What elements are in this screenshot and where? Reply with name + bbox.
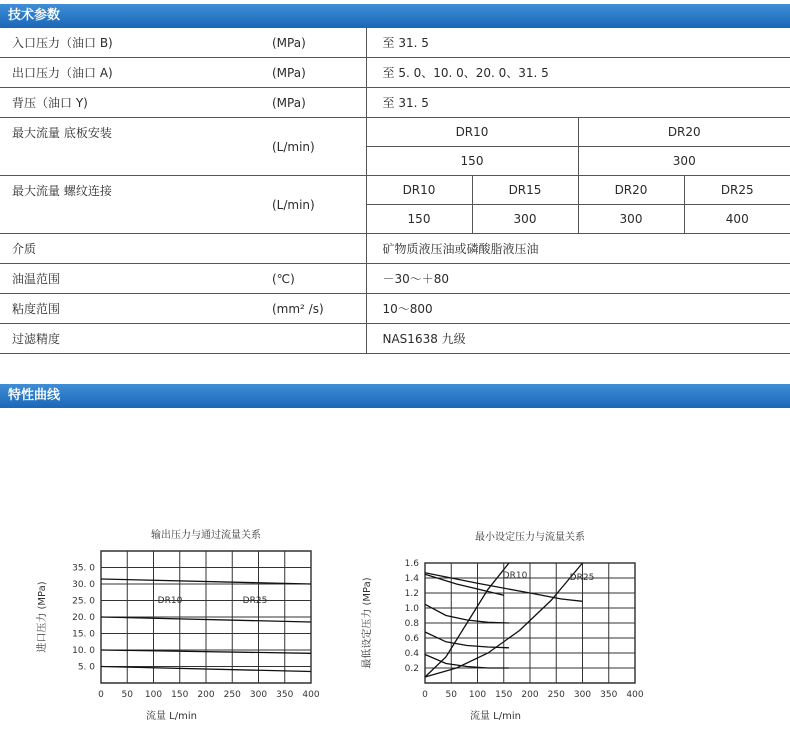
- y-tick-label: 1.6: [404, 559, 419, 569]
- spec-row-back: [0, 88, 790, 118]
- spec-unit: (MPa): [272, 58, 366, 88]
- y-tick-label: 0.2: [404, 664, 419, 674]
- spec-value: NAS1638 九级: [366, 324, 790, 354]
- spec-value: 至 31. 5: [366, 88, 790, 118]
- spec-name: 介质: [0, 234, 272, 264]
- size-label: DR20: [578, 118, 790, 147]
- series-line: [101, 650, 311, 653]
- x-tick-label: 250: [223, 690, 241, 700]
- spec-row-flow-plate: [0, 118, 790, 147]
- flow-value: 150: [366, 205, 472, 234]
- size-label: DR25: [684, 176, 790, 205]
- y-axis-label: 进口压力 (MPa): [37, 581, 48, 653]
- x-tick-label: 50: [121, 690, 133, 700]
- spec-unit: (L/min): [272, 118, 366, 176]
- series-line: [425, 563, 583, 677]
- spec-row-oil-temp: [0, 264, 790, 294]
- x-tick-label: 250: [547, 690, 565, 700]
- series-annotation: DR10: [157, 596, 183, 606]
- specs-section-header: 技术参数: [0, 4, 790, 28]
- series-line: [101, 617, 311, 622]
- x-axis-label: 流量 L/min: [146, 711, 197, 722]
- x-tick-label: 0: [98, 690, 104, 700]
- spec-name: 背压（油口 Y): [0, 88, 272, 118]
- y-axis-label: 最低设定压力 (MPa): [362, 577, 373, 669]
- spec-name: 过滤精度: [0, 324, 272, 354]
- curves-section-header: 特性曲线: [0, 384, 790, 408]
- size-label: DR15: [472, 176, 578, 205]
- x-axis-label: 流量 L/min: [470, 711, 521, 722]
- spec-unit: (MPa): [272, 88, 366, 118]
- x-tick-label: 100: [144, 690, 163, 700]
- y-tick-label: 1.2: [404, 589, 419, 599]
- x-tick-label: 150: [495, 690, 513, 700]
- series-line: [425, 604, 509, 623]
- y-tick-label: 35. 0: [72, 563, 95, 574]
- series-annotation: DR25: [569, 573, 595, 583]
- spec-unit: (L/min): [272, 176, 366, 234]
- spec-unit: [272, 324, 366, 354]
- spec-row-medium: [0, 234, 790, 264]
- x-tick-label: 0: [422, 690, 428, 700]
- spec-row-flow-thread: [0, 176, 790, 205]
- chart-title: 最小设定压力与流量关系: [475, 532, 585, 543]
- spec-name: 最大流量 底板安装: [0, 118, 272, 176]
- x-tick-label: 300: [573, 690, 592, 700]
- series-annotation: DR10: [502, 571, 528, 581]
- series-line: [425, 574, 504, 595]
- y-tick-label: 10. 0: [72, 646, 95, 656]
- y-tick-label: 15. 0: [72, 629, 95, 640]
- series-line: [101, 579, 311, 584]
- spec-unit: (℃): [272, 264, 366, 294]
- flow-value: 150: [366, 147, 578, 176]
- x-tick-label: 400: [302, 690, 320, 700]
- spec-row-inlet: [0, 28, 790, 58]
- x-tick-label: 350: [276, 690, 294, 700]
- spec-name: 油温范围: [0, 264, 272, 294]
- spec-row-outlet: [0, 58, 790, 88]
- spec-row-filtration: [0, 324, 790, 354]
- y-tick-label: 1.0: [404, 604, 419, 614]
- chart-title: 输出压力与通过流量关系: [151, 530, 261, 541]
- spec-name: 入口压力（油口 B): [0, 28, 272, 58]
- spec-name: 粘度范围: [0, 294, 272, 324]
- series-line: [425, 563, 509, 677]
- series-line: [101, 667, 311, 672]
- series-line: [425, 632, 509, 648]
- spec-row-viscosity: [0, 294, 790, 324]
- flow-value: 300: [578, 205, 684, 234]
- series-line: [425, 573, 583, 602]
- spec-value: 至 31. 5: [366, 28, 790, 58]
- spec-unit: (mm² /s): [272, 294, 366, 324]
- y-tick-label: 0.4: [404, 649, 419, 659]
- flow-value: 300: [472, 205, 578, 234]
- y-tick-label: 30. 0: [72, 580, 95, 590]
- spec-value: －30～＋80: [366, 264, 790, 294]
- flow-value: 400: [684, 205, 790, 234]
- x-tick-label: 350: [600, 690, 618, 700]
- y-tick-label: 0.8: [404, 619, 419, 629]
- x-tick-label: 300: [249, 690, 268, 700]
- spec-name: 最大流量 螺纹连接: [0, 176, 272, 234]
- x-tick-label: 100: [468, 690, 487, 700]
- size-label: DR10: [366, 176, 472, 205]
- x-tick-label: 400: [626, 690, 644, 700]
- size-label: DR20: [578, 176, 684, 205]
- spec-value: 10～800: [366, 294, 790, 324]
- size-label: DR10: [366, 118, 578, 147]
- x-tick-label: 50: [445, 690, 457, 700]
- spec-name: 出口压力（油口 A): [0, 58, 272, 88]
- spec-unit: (MPa): [272, 28, 366, 58]
- y-tick-label: 1.4: [404, 574, 419, 584]
- y-tick-label: 20. 0: [72, 613, 95, 623]
- x-tick-label: 150: [171, 690, 189, 700]
- x-tick-label: 200: [521, 690, 539, 700]
- y-tick-label: 0.6: [404, 634, 419, 644]
- y-tick-label: 5. 0: [77, 662, 95, 673]
- spec-table: [0, 28, 790, 354]
- flow-value: 300: [578, 147, 790, 176]
- spec-unit: [272, 234, 366, 264]
- x-tick-label: 200: [197, 690, 215, 700]
- series-line: [425, 655, 509, 669]
- plot-frame: [425, 563, 635, 683]
- y-tick-label: 25. 0: [72, 596, 95, 607]
- plot-frame: [101, 551, 311, 683]
- spec-value: 矿物质液压油或磷酸脂液压油: [366, 234, 790, 264]
- spec-value: 至 5. 0、10. 0、20. 0、31. 5: [366, 58, 790, 88]
- series-annotation: DR25: [242, 596, 268, 606]
